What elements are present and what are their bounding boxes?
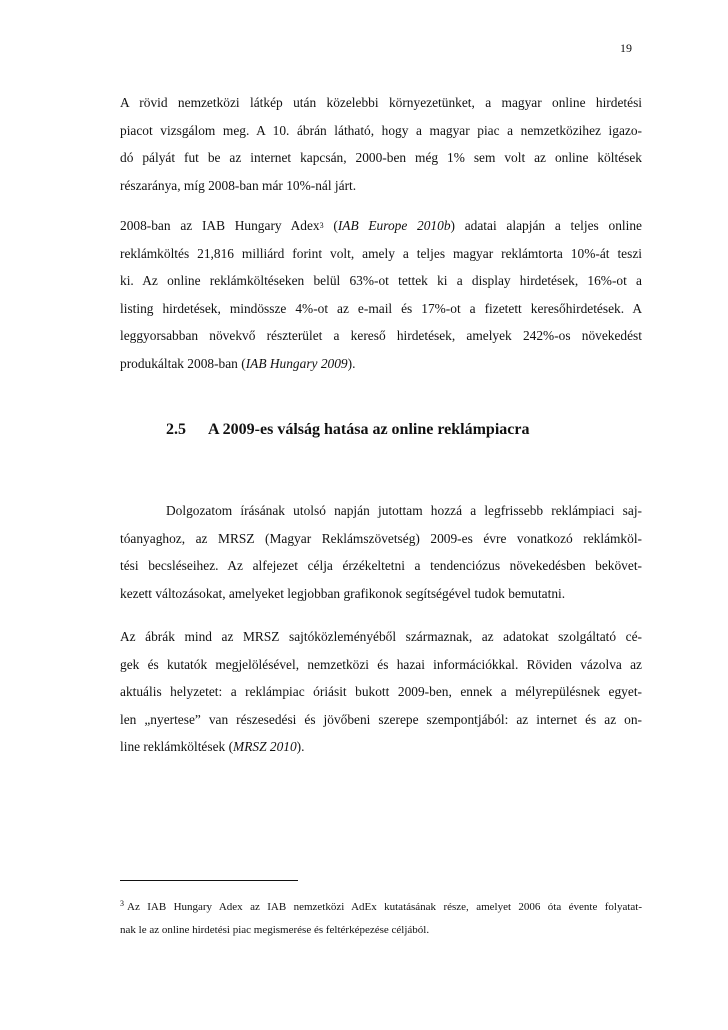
text-line: A rövid nemzetközi látkép után közelebbi környezetünket, a magyar online hirdetési [120,95,642,110]
text-line: tóanyaghoz, az MRSZ (Magyar Reklámszövetség) 2009-es évre vonatkozó reklámköl- [120,530,642,546]
text-line: listing hirdetések, mindössze 4%-ot az e-mail és 17%-ot a fizetett keresőhirdetések. A [120,300,642,316]
text-segment: produkáltak 2008-ban ( [120,355,246,371]
footnote [120,896,642,942]
paragraph-hungarian-market-overview [120,89,642,199]
text-line [120,350,642,378]
text-segment: ) adatai alapján a teljes online [450,218,642,233]
page-number: 19 [620,41,632,55]
text-segment: 2008-ban az IAB Hungary Adex [120,218,320,233]
footnote-line: nak le az online hirdetési piac megismerése és feltérképezése céljából. [120,924,430,936]
text-line: gek és kutatók megjelölésével, nemzetközi és hazai információkkal. Röviden vázolva az [120,656,642,672]
citation: IAB Europe 2010b [337,218,451,233]
footnote-line [120,896,642,919]
paragraph-mrsz-estimates [120,497,642,607]
footnote-text: Az IAB Hungary Adex az IAB nemzetközi AdEx kutatásának része, amelyet 2006 óta évente folyatat- [127,901,642,913]
citation: MRSZ 2010 [233,739,297,755]
footnote-reference: 3 [319,221,324,230]
paragraph-iab-adex-2008 [120,212,642,378]
text-line: reklámköltés 21,816 milliárd forint volt, amely a teljes magyar reklámtorta 10%-át teszi [120,245,642,261]
citation: IAB Hungary 2009 [245,355,348,371]
text-line: dó pályát fut be az internet kapcsán, 2000-ben még 1% sem volt az online költések [120,150,642,166]
text-line: len „nyertese” van részesedési és jövőbeni szerepe szempontjából: az internet és az on- [120,711,642,727]
text-line: aktuális helyzetet: a reklámpiac óriásit bukott 2009-ben, ennek a mélyrepülésnek egyet- [120,684,642,700]
paragraph-figures-source [120,623,642,761]
text-line: Dolgozatom írásának utolsó napján jutottam hozzá a legfrissebb reklámpiaci saj- [166,503,642,518]
text-line: leggyorsabban növekvő részterület a kereső hirdetések, amelyek 242%-os növekedést [120,328,642,344]
text-segment: line reklámköltések ( [120,739,234,755]
text-line: ki. Az online reklámköltéseken belül 63%-ot tettek ki a display hirdetések, 16%-ot a [120,273,642,289]
text-line: kezett változásokat, amelyeket legjobban grafikonok segítségével tudok bemutatni. [120,585,566,601]
text-line: részaránya, míg 2008-ban már 10%-nál járt. [120,177,357,193]
section-number: 2.5 [166,421,186,438]
text-line: tési becsléseihez. Az alfejezet célja érzékeltetni a tendenciózus növekedésben bekövet- [120,558,642,574]
text-segment: ). [296,739,305,755]
section-title: A 2009-es válság hatása az online reklámpiacra [208,421,530,438]
text-line: Az ábrák mind az MRSZ sajtóközleményéből származnak, az adatokat szolgáltató cé- [120,629,642,644]
section-heading [166,421,529,439]
text-line [120,212,642,240]
text-segment: ). [347,355,356,371]
text-line [120,733,642,761]
text-line: piacot vizsgálom meg. A 10. ábrán látható, hogy a magyar piac a nemzetközihez igazo- [120,122,642,138]
footnote-mark: 3 [120,899,124,908]
footnote-separator [120,880,298,881]
text-segment: ( [323,218,338,233]
